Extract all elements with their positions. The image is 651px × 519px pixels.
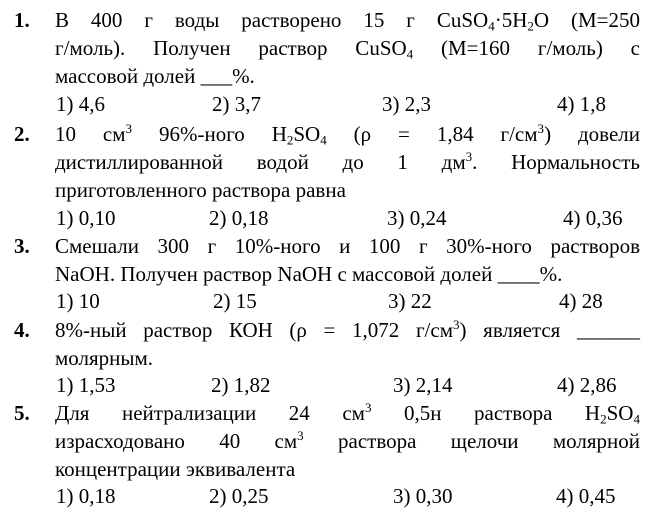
answer-option[interactable]: 3) 0,30 (393, 484, 453, 508)
answer-option[interactable]: 2) 15 (213, 289, 257, 313)
question-number: 4. (14, 318, 30, 342)
question-text-line: Смешали 300 г 10%-ного и 100 г 30%-ного растворов (55, 234, 640, 258)
question-number: 5. (14, 401, 30, 425)
question-number: 2. (14, 122, 30, 146)
answer-option[interactable]: 3) 2,3 (382, 92, 431, 116)
question-text-line: г/моль). Получен раствор CuSO$_4$ (М=160 г/моль) с (55, 36, 640, 62)
question-text-line: дистиллированной водой до 1 $дм^3$. Нормальность (55, 148, 640, 174)
question-text-line: 10 $см^3$ 96%-ного $H_2SO_4$ (ρ = 1,84 $г/см^3$) довели (55, 120, 640, 148)
question-text-line: NaOH. Получен раствор NaOH с массовой долей ____%. (55, 262, 563, 286)
question-text-line: 8%-ный раствор КОН (ρ = 1,072 $г/см^3$) является ______ (55, 316, 640, 342)
answer-option[interactable]: 4) 2,86 (557, 373, 617, 397)
question-text-line: израсходовано 40 $см^3$ раствора щелочи молярной (55, 427, 640, 453)
answer-option[interactable]: 3) 0,24 (387, 206, 447, 230)
question-text-line: приготовленного раствора равна (55, 178, 346, 202)
question-number: 3. (14, 234, 30, 258)
question-number: 1. (14, 8, 30, 32)
answer-option[interactable]: 1) 4,6 (56, 92, 105, 116)
answer-option[interactable]: 2) 1,82 (211, 373, 271, 397)
answer-option[interactable]: 1) 1,53 (56, 373, 116, 397)
answer-option[interactable]: 4) 1,8 (557, 92, 606, 116)
answer-option[interactable]: 2) 3,7 (212, 92, 261, 116)
question-text-line: В 400 г воды растворено 15 г $CuSO_4\cdot 5H_2O$ (М=250 (55, 8, 640, 34)
answer-option[interactable]: 2) 0,18 (209, 206, 269, 230)
answer-option[interactable]: 3) 22 (388, 289, 432, 313)
answer-option[interactable]: 1) 10 (56, 289, 100, 313)
answer-option[interactable]: 3) 2,14 (393, 373, 453, 397)
answer-option[interactable]: 1) 0,10 (56, 206, 116, 230)
question-text-line: молярным. (55, 346, 154, 370)
answer-option[interactable]: 1) 0,18 (56, 484, 116, 508)
answer-option[interactable]: 2) 0,25 (209, 484, 269, 508)
answer-option[interactable]: 4) 28 (559, 289, 603, 313)
answer-option[interactable]: 4) 0,45 (556, 484, 616, 508)
answer-option[interactable]: 4) 0,36 (563, 206, 623, 230)
question-text-line: концентрации эквивалента (55, 457, 296, 481)
question-text-line: массовой долей ___%. (55, 64, 255, 88)
question-text-line: Для нейтрализации 24 $см^3$ 0,5н раствора $H_2SO_4$ (55, 399, 640, 427)
